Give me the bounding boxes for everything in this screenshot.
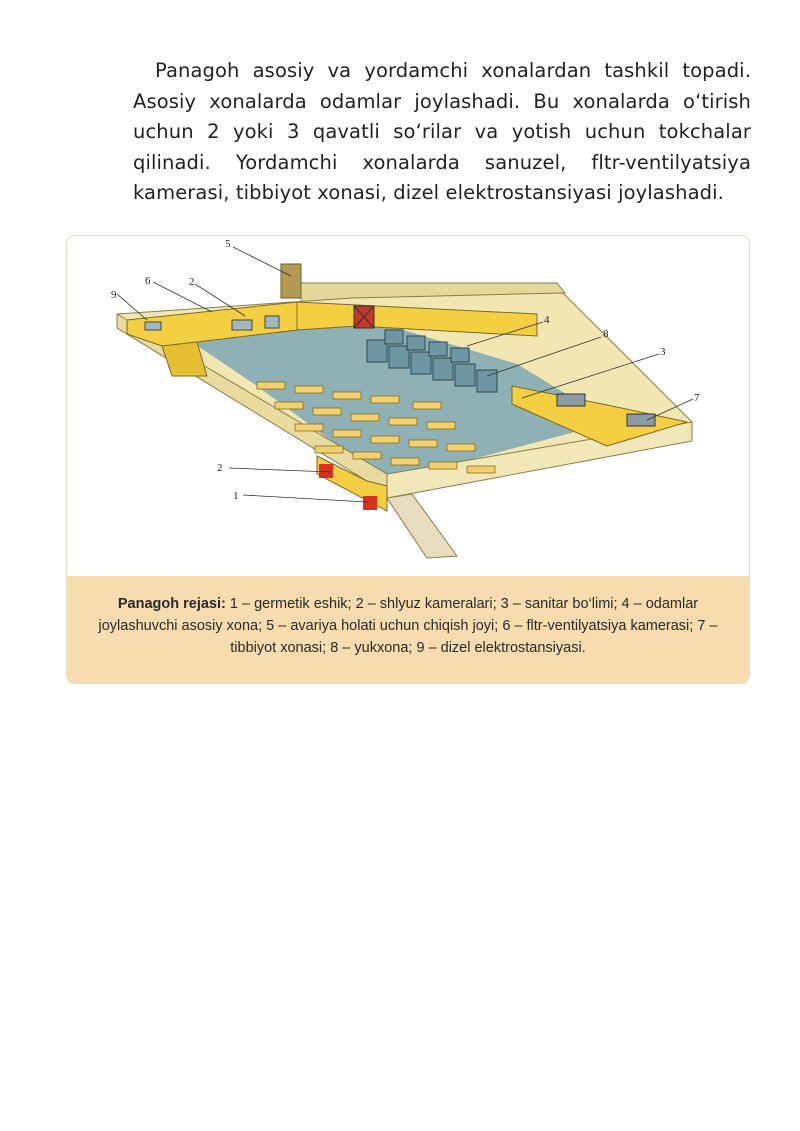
label-8: 8 — [603, 328, 609, 340]
label-7: 7 — [694, 392, 700, 404]
shelter-plan-illustration — [67, 236, 749, 576]
label-5: 5 — [225, 238, 231, 250]
caption-text: 1 – germetik eshik; 2 – shlyuz kameralari; 3 – sanitar bo‘limi; 4 – odamlar joylashuvchi asosiy xona; 5 – avariya holati uchun chiqish joyi; 6 – fltr-ventilyatsiya kamerasi; 7 – tibbiyot xonasi; 8 – yukxona; 9 – dizel elektrostansiyasi. — [98, 596, 718, 656]
label-1: 1 — [233, 490, 239, 502]
label-2-top: 2 — [189, 276, 195, 288]
caption-title: Panagoh rejasi: — [117, 596, 226, 612]
label-6: 6 — [145, 275, 151, 287]
label-3: 3 — [660, 346, 666, 358]
label-9: 9 — [111, 289, 117, 301]
body-paragraph: Panagoh asosiy va yordamchi xonalardan tashkil topadi. Asosiy xonalarda odamlar joylashadi. Bu xonalarda o‘tirish uchun 2 yoki 3 qavatli so‘rilar va yotish uchun tokchalar qilinadi. Yordamchi xonalarda sanuzel, fltr-ventilyatsiya kamerasi, tibbiyot xonasi, dizel elektrostansiyasi joylashadi. — [133, 59, 751, 204]
label-2-bottom: 2 — [217, 462, 223, 474]
label-4: 4 — [544, 314, 550, 326]
shelter-plan-figure — [66, 235, 750, 684]
figure-caption — [67, 576, 749, 683]
